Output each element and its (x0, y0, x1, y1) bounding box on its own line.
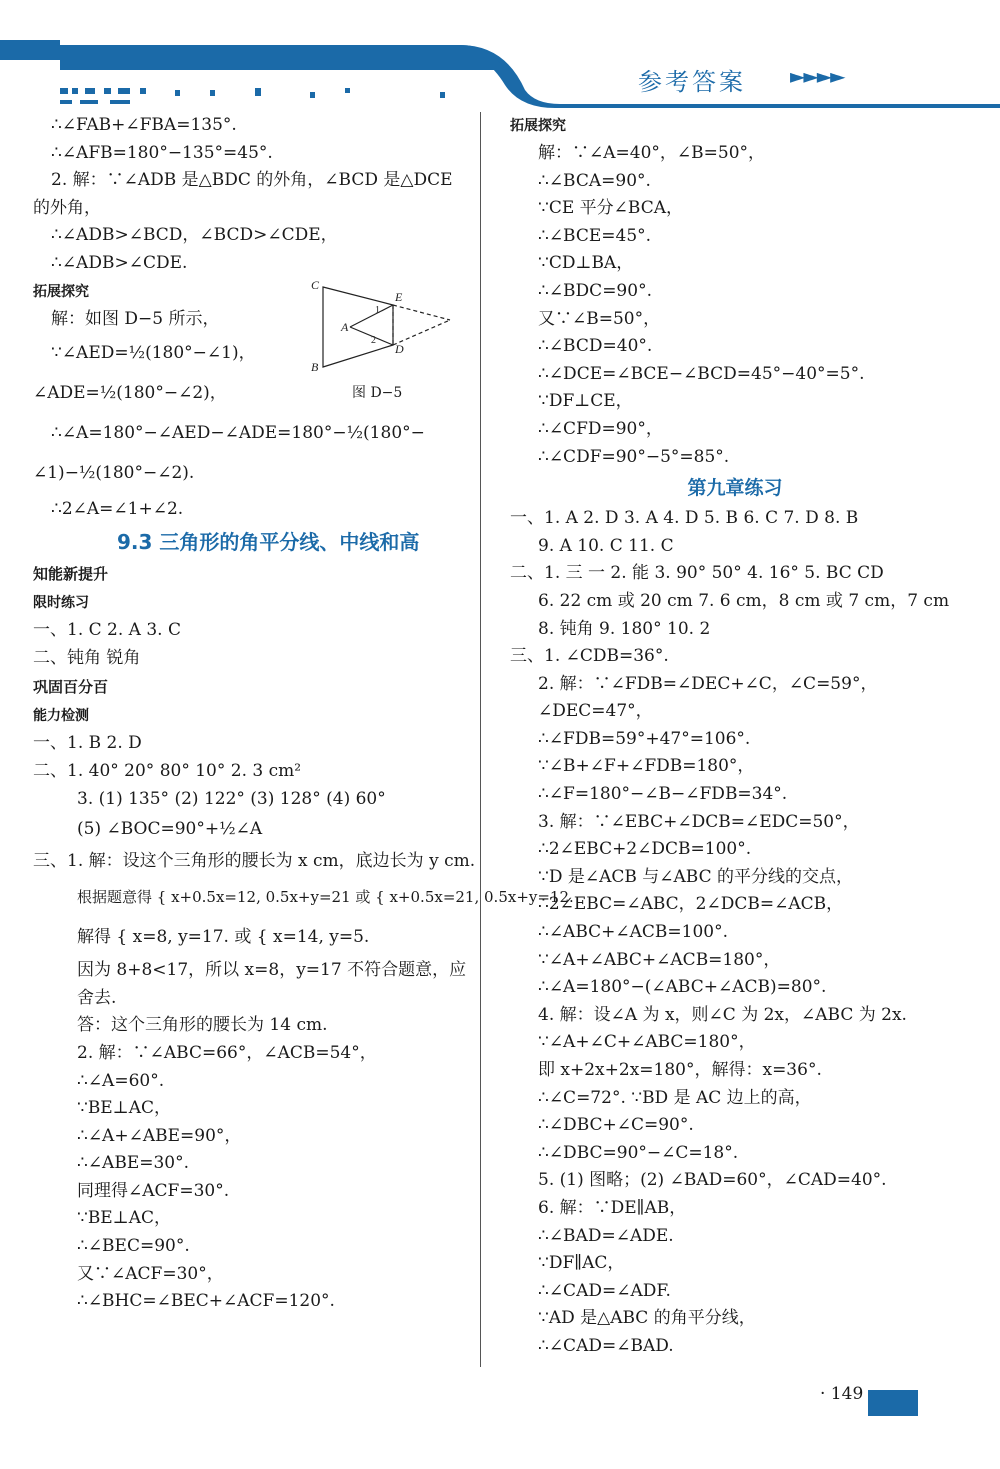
column-divider (480, 112, 481, 1367)
text-line: ∴∠ABC+∠ACB=100°. (538, 922, 729, 943)
text-line: ∴∠BCE=45°. (538, 225, 652, 246)
text-line: ∴∠CFD=90°， (538, 418, 663, 439)
text-line: 解得 { x=8, y=17. 或 { x=14, y=5. (77, 927, 370, 948)
header-title: 参考答案 (638, 68, 746, 96)
text-line: ∴∠A=180°−(∠ABC+∠ACB)=80°. (538, 977, 827, 998)
header-swoosh-graphic (0, 0, 1000, 115)
text-line: ∵CE 平分∠BCA， (538, 198, 683, 219)
text-line: ∴∠CDF=90°−5°=85°. (538, 446, 730, 467)
text-line: ∵∠AED=½(180°−∠1)， (51, 343, 256, 364)
figure-label-b: B (311, 360, 319, 374)
subheading: 拓展探究 (33, 283, 89, 300)
text-line: 二、1. 40° 20° 80° 10° 2. 3 cm² (33, 760, 302, 781)
page-number-bar (868, 1390, 918, 1416)
figure-label-1: 1 (375, 305, 380, 316)
figure-label-2: 2 (371, 335, 376, 346)
text-line: ∵DF∥AC， (538, 1253, 625, 1274)
text-line: 9. A 10. C 11. C (538, 535, 674, 556)
text-line: ∴∠DBC=90°−∠C=18°. (538, 1142, 739, 1163)
text-line: ∴∠A+∠ABE=90°， (77, 1125, 242, 1146)
text-line: ∴∠F=180°−∠B−∠FDB=34°. (538, 784, 788, 805)
figure-label-c: C (311, 278, 320, 292)
text-line: ∵DF⊥CE， (538, 391, 633, 412)
text-line: ∴∠CAD=∠BAD. (538, 1335, 674, 1356)
text-line: ∠1)−½(180°−∠2). (33, 463, 195, 484)
text-line: ∵BE⊥AC， (77, 1208, 171, 1229)
text-line: 一、1. C 2. A 3. C (33, 620, 181, 641)
text-line: 二、钝角 锐角 (33, 647, 141, 668)
text-line: ∴∠BAD=∠ADE. (538, 1225, 674, 1246)
text-line: 即 x+2x+2x=180°，解得：x=36°. (538, 1060, 822, 1080)
figure-label-d: D (395, 342, 404, 356)
text-line: 解：如图 D−5 所示， (51, 308, 220, 329)
text-line: ∵CD⊥BA， (538, 253, 634, 274)
right-column (510, 112, 960, 1361)
text-line: ∵∠A+∠ABC+∠ACB=180°， (538, 949, 781, 970)
text-line: ∴∠BDC=90°. (538, 280, 652, 301)
text-line: 6. 解：∵DE∥AB， (538, 1197, 687, 1218)
text-line: ∠DEC=47°， (538, 701, 653, 722)
subheading: 拓展探究 (510, 118, 566, 134)
text-line: 同理得∠ACF=30°. (77, 1180, 230, 1201)
text-line: ∴2∠A=∠1+∠2. (51, 499, 184, 520)
text-line: ∴∠AFB=180°−135°=45°. (51, 142, 273, 163)
subheading: 能力检测 (33, 708, 89, 725)
text-line: ∴∠A=180°−∠AED−∠ADE=180°−½(180°− (51, 423, 425, 444)
text-line: 二、1. 三 一 2. 能 3. 90° 50° 4. 16° 5. BC CD (510, 563, 884, 584)
text-line: ∴∠C=72°. ∵BD 是 AC 边上的高， (538, 1087, 812, 1108)
text-line: ∵BE⊥AC， (77, 1098, 171, 1119)
text-line: 的外角， (33, 197, 101, 218)
text-line: 3. 解：∵∠EBC+∠DCB=∠EDC=50°， (538, 811, 860, 832)
text-line: 2. 解：∵∠ABC=66°，∠ACB=54°， (77, 1042, 377, 1063)
text-line: ∠ADE=½(180°−∠2)， (33, 383, 227, 404)
text-line: ∴∠BCD=40°. (538, 336, 653, 357)
text-line: ∴∠DBC+∠C=90°. (538, 1115, 694, 1136)
text-line: ∴∠ADB>∠CDE. (51, 252, 188, 273)
section-heading: 巩固百分百 (33, 678, 109, 697)
text-line: ∴∠BHC=∠BEC+∠ACF=120°. (77, 1291, 335, 1312)
text-line: 因为 8+8<17，所以 x=8，y=17 不符合题意，应 (77, 960, 467, 981)
figure-label-e: E (395, 290, 403, 304)
text-line: 2. 解：∵∠FDB=∠DEC+∠C，∠C=59°， (538, 673, 878, 694)
text-line: 3. (1) 135° (2) 122° (3) 128° (4) 60° (77, 788, 386, 809)
text-line: ∵∠A+∠C+∠ABC=180°， (538, 1032, 756, 1053)
text-line: 8. 钝角 9. 180° 10. 2 (538, 618, 711, 639)
text-line: 答：这个三角形的腰长为 14 cm. (77, 1015, 328, 1036)
text-line: 一、1. A 2. D 3. A 4. D 5. B 6. C 7. D 8. B (510, 508, 859, 529)
text-line: 一、1. B 2. D (33, 733, 142, 754)
subheading: 限时练习 (33, 595, 89, 612)
text-line: ∴2∠EBC+2∠DCB=100°. (538, 839, 752, 860)
text-line: 5. (1) 图略；(2) ∠BAD=60°，∠CAD=40°. (538, 1170, 887, 1191)
text-line: 4. 解：设∠A 为 x，则∠C 为 2x，∠ABC 为 2x. (538, 1004, 907, 1025)
text-line: ∴∠A=60°. (77, 1070, 165, 1091)
text-line: 舍去. (77, 987, 117, 1008)
text-line: ∴2∠EBC=∠ABC，2∠DCB=∠ACB， (538, 894, 844, 915)
text-line: ∴∠BEC=90°. (77, 1236, 190, 1257)
text-line: 三、1. ∠CDB=36°. (510, 646, 669, 667)
figure-caption: 图 D−5 (352, 385, 403, 401)
text-line: ∴∠BCA=90°. (538, 170, 651, 191)
header-arrow-icons: ►►►► (790, 64, 844, 88)
text-line: ∴∠ABE=30°. (77, 1153, 190, 1174)
text-line: 6. 22 cm 或 20 cm 7. 6 cm，8 cm 或 7 cm，7 cm (538, 590, 950, 611)
text-line: ∵AD 是△ABC 的角平分线， (538, 1308, 756, 1329)
text-line: ∴∠ADB>∠BCD，∠BCD>∠CDE， (51, 225, 338, 246)
text-line: 根据题意得 { x+0.5x=12, 0.5x+y=21 或 { x+0.5x=21, 0.5x+y=12. (77, 888, 574, 907)
text-line: 又∵∠B=50°， (538, 308, 661, 329)
text-line: ∴∠DCE=∠BCE−∠BCD=45°−40°=5°. (538, 363, 865, 384)
text-line: 解：∵∠A=40°，∠B=50°， (538, 143, 766, 163)
text-line: (5) ∠BOC=90°+½∠A (77, 819, 263, 840)
text-line: ∴∠CAD=∠ADF. (538, 1280, 671, 1301)
text-line: 三、1. 解：设这个三角形的腰长为 x cm，底边长为 y cm. (33, 851, 476, 872)
text-line: ∵∠B+∠F+∠FDB=180°， (538, 756, 755, 777)
text-line: ∵D 是∠ACB 与∠ABC 的平分线的交点， (538, 866, 854, 887)
figure-label-a: A (341, 320, 349, 334)
section-heading: 知能新提升 (33, 565, 109, 584)
text-line: 又∵∠ACF=30°， (77, 1263, 224, 1284)
page-header-banner (0, 0, 1000, 115)
chapter-title: 第九章练习 (687, 477, 783, 500)
text-line: ∴∠FDB=59°+47°=106°. (538, 728, 751, 749)
section-title: 9.3 三角形的角平分线、中线和高 (117, 530, 420, 555)
text-line: 2. 解：∵∠ADB 是△BDC 的外角，∠BCD 是△DCE (51, 170, 453, 191)
text-line: ∴∠FAB+∠FBA=135°. (51, 115, 237, 135)
page-number: · 149 (820, 1384, 864, 1404)
